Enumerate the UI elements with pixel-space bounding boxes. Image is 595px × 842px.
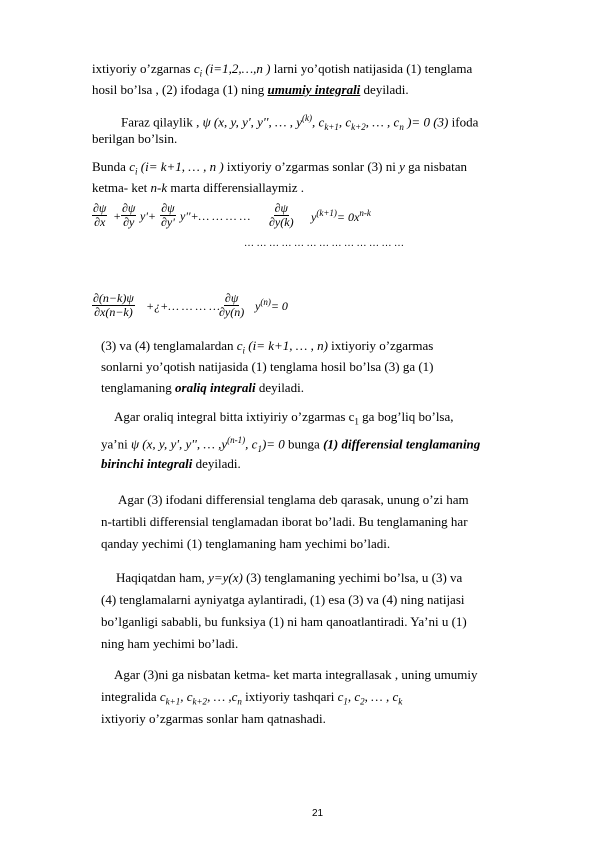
term-emphasis: (1) differensial tenglamaning [323,436,481,452]
math-run: )= 0 [403,114,430,130]
ellipsis-row: … … … … … … … … … … … … … [244,238,404,249]
math-subscript: i [242,345,246,356]
equation-number: (3) [429,114,449,130]
text-line [114,409,454,430]
math-run [255,297,288,314]
math-operator: + [113,209,122,223]
fraction-numerator: ∂ψ [93,201,107,215]
text-run: bunga [284,436,324,452]
text-line [116,570,462,586]
text-line: bo’lganligi sababli, bu funksiya (1) ni ham qanoatlantiradi. Ya’ni u (1) [101,614,467,629]
math-superscript: (k) [302,113,313,123]
math-subscript: n [399,121,404,132]
text-line: sonlarni yo’qotish natijasida (1) tenglama hosil bo’lsa (3) ga (1) [101,359,434,374]
math-symbol: y [311,210,317,224]
text-line [101,380,304,396]
fraction-numerator: ∂ψ [161,201,175,215]
math-run: = 0 [270,299,288,313]
term-emphasis: umumiy integrali [267,82,361,97]
text-line: n-tartibli differensial tenglamadan iborat bo’ladi. Bu tenglamaning har [101,514,468,529]
text-run: (3) va (4) tenglamalardan [101,338,237,353]
fraction [121,202,136,229]
fraction [92,202,107,229]
text-run: Bunda [92,159,130,174]
math-run: , c [312,114,325,130]
math-run: , c [245,436,258,452]
math-run: , c [338,114,352,130]
math-run: y''+… … … … [180,209,251,223]
math-superscript: (n-1) [227,435,246,445]
math-run: n-k [150,180,168,195]
math-run: , … , c [364,689,399,704]
math-subscript: 2 [360,696,365,707]
text-run: ya’ni [101,436,131,452]
text-run: ixtiyoriy o’zgarnas [92,61,194,76]
text-run: hosil bo’lsa , (2) ifodaga (1) ning [92,82,268,97]
text-run: deyiladi. [360,82,409,97]
fraction [218,292,245,319]
math-run: , c [347,689,361,704]
text-line: qanday yechimi (1) tenglamaning ham yechimi bo’ladi. [101,536,391,551]
math-run: c [193,61,200,76]
fraction [160,202,176,229]
text-line [101,432,480,457]
text-run: ga bog’liq bo’lsa, [358,409,454,424]
fraction-denominator: ∂x(n−k) [94,305,133,319]
math-superscript: n-k [359,208,371,218]
math-subscript: 1 [354,416,359,427]
text-run: Haqiqatdan ham, [116,570,209,585]
fraction [268,202,295,229]
math-run: (i= k+1, … , n ) [137,159,224,174]
math-subscript: k [398,696,403,707]
text-run: tenglamaning [101,380,176,395]
math-run: y [399,159,405,174]
fraction-denominator: ∂y(n) [219,305,245,319]
text-run: marta differensiallaymiz . [167,180,305,195]
text-run: integralida [101,689,160,704]
text-run: Faraz qilaylik , [121,114,203,130]
math-subscript: k+2 [192,696,208,707]
math-run: (i=1,2,…,n ) [202,61,271,76]
math-subscript: k+1 [165,696,181,707]
math-subscript: k+2 [351,121,366,132]
math-subscript: i [134,166,138,177]
fraction-denominator: ∂x [94,215,106,229]
page-number: 21 [312,808,324,819]
text-line [92,180,304,196]
text-line [101,456,241,472]
math-run: )= 0 [261,436,285,452]
text-line: berilgan bo’lsin. [92,131,178,146]
math-run: , … ,c [207,689,238,704]
text-run: larni yo’qotish natijasida (1) tenglama [270,61,473,76]
text-run: Agar oraliq integral bitta ixtiyiriy o’zgarmas c [114,409,355,424]
term-emphasis: birinchi integrali [101,456,193,471]
fraction-numerator: ∂ψ [224,291,239,305]
math-run: ψ (x, y, y', y'', … ,y [130,436,228,452]
math-subscript: k+1 [324,121,339,132]
math-run: (i= k+1, … , n) [245,338,328,353]
text-line: Agar (3)ni ga nisbatan ketma- ket marta integrallasak , uning umumiy [114,667,478,682]
math-run: y=y(x) [208,570,243,585]
math-run: y'+ [140,209,156,223]
text-line: ning ham yechimi bo’ladi. [101,636,239,651]
math-subscript: 1 [343,696,348,707]
text-run: ga nisbatan [404,159,467,174]
math-run: c [159,689,166,704]
math-run: , c [180,689,193,704]
fraction-denominator: ∂y [123,215,135,229]
math-superscript: (n) [260,297,271,307]
math-run: c [236,338,243,353]
text-line [92,159,467,180]
math-superscript: (k+1) [316,208,337,218]
math-run: , … , c [365,114,400,130]
fraction [92,292,135,319]
text-line [101,338,433,359]
term-emphasis: oraliq integrali [175,380,256,395]
math-run: = 0x [336,210,360,224]
text-run: ixtiyoriy o’zgarmas [327,338,434,353]
text-run: deyiladi. [192,456,241,471]
text-run: (3) tenglamaning yechimi bo’lsa, u (3) va [242,570,463,585]
text-run: ixtiyoriy tashqari [241,689,338,704]
text-line: (4) tenglamalarni ayniyatga aylantiradi, (1) esa (3) va (4) ning natijasi [101,592,465,607]
math-run: c [337,689,344,704]
fraction-denominator: ∂y' [161,215,175,229]
math-run [311,208,371,225]
math-subscript: i [199,68,203,79]
math-run: +¿+… … … … [146,299,220,313]
text-line: Agar (3) ifodani differensial tenglama deb qarasak, unung o’zi ham [118,492,469,507]
math-run: c [129,159,135,174]
text-line [92,82,409,98]
text-line [92,61,472,82]
fraction-numerator: ∂ψ [274,201,288,215]
text-run: ifoda [448,114,479,130]
math-symbol: y [255,299,261,313]
text-run: ketma- ket [92,180,151,195]
math-subscript: 1 [257,443,262,454]
fraction-denominator: ∂y(k) [269,215,294,229]
math-subscript: n [237,696,242,707]
fraction-numerator: ∂(n−k)ψ [93,291,134,305]
text-run: ixtiyoriy o’zgarmas sonlar (3) ni [223,159,400,174]
text-line: ixtiyoriy o’zgarmas sonlar ham qatnashadi. [101,711,326,726]
text-line [101,689,402,710]
text-run: deyiladi. [255,380,304,395]
fraction-numerator: ∂ψ [122,201,136,215]
math-run: ψ (x, y, y', y'', … , y [202,114,303,130]
